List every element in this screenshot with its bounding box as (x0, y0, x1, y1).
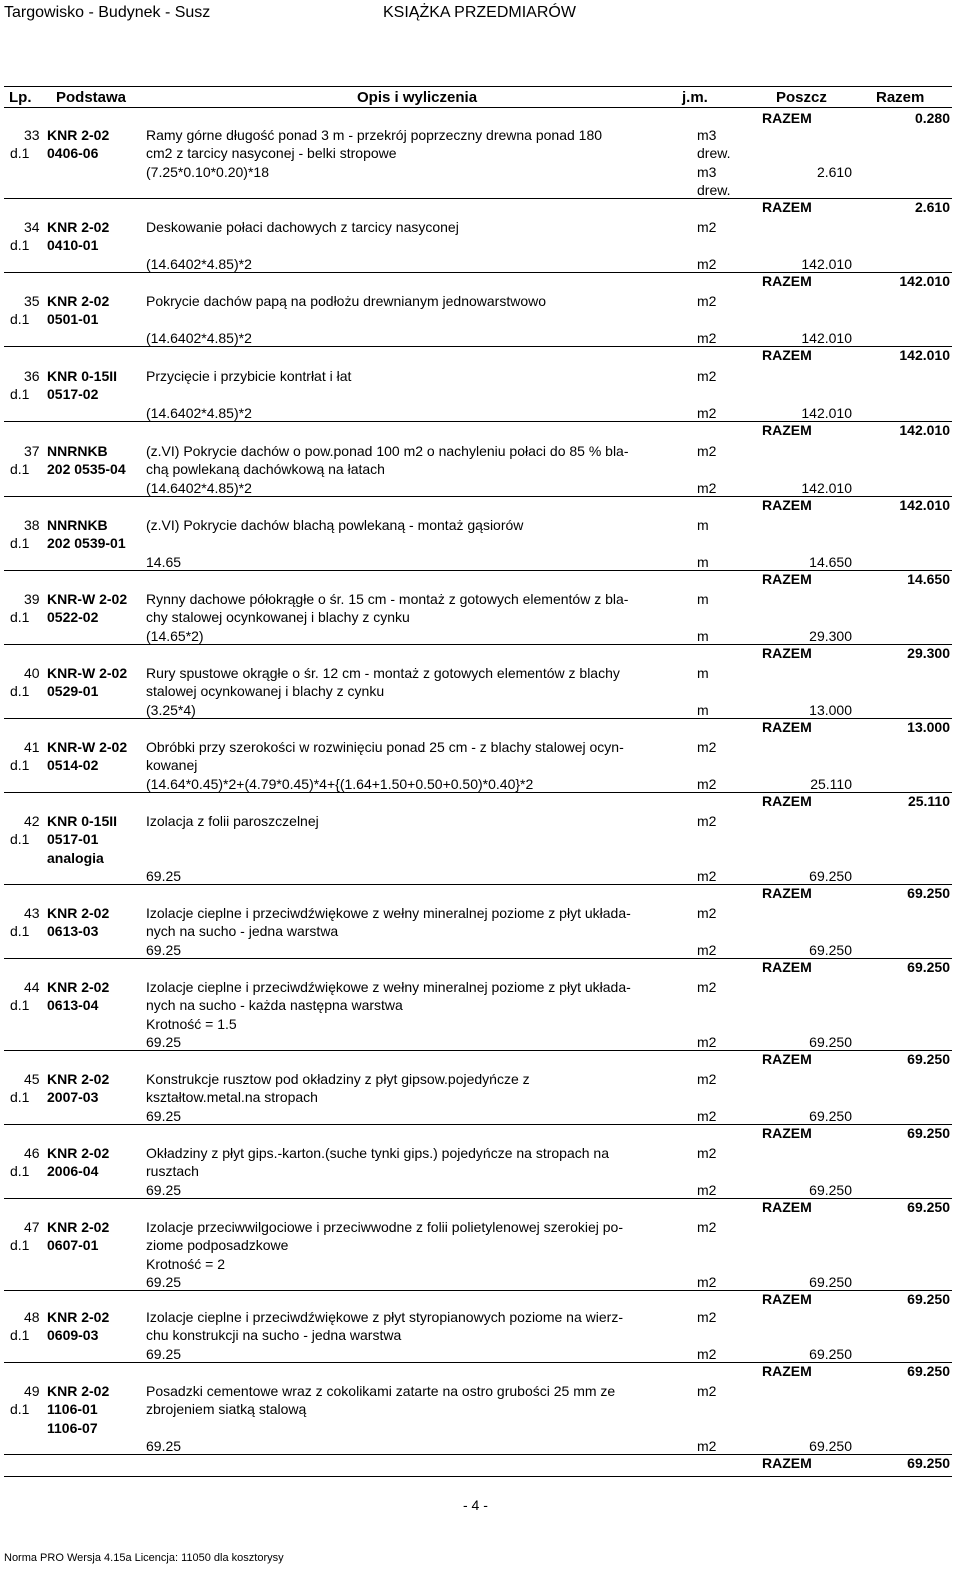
razem-label: RAZEM (762, 199, 812, 216)
item-calculation: (14.64*0.45)*2+(4.79*0.45)*4+{(1.64+1.50+0.50+0.50)*0.40}*2 (146, 775, 534, 792)
razem-value: 14.650 (907, 570, 950, 587)
item-description-line: Przycięcie i przybicie kontrłat i łat (146, 368, 352, 384)
item-podstawa: 0517-01 (47, 831, 99, 848)
item-unit: m (697, 591, 709, 607)
item-description-line: Izolacje cieplne i przeciwdźwiękowe z wełny mineralnej poziome z płyt układa- (146, 905, 631, 921)
item-lp-sub: d.1 (10, 1401, 30, 1418)
item-lp-sub: d.1 (10, 535, 30, 552)
item-lp-sub: d.1 (10, 757, 30, 774)
razem-label: RAZEM (762, 792, 812, 809)
item-podstawa: NNRNKB (47, 443, 108, 459)
item-subtotal: 13.000 (809, 701, 852, 718)
item-description-line: Krotność = 2 (146, 1255, 225, 1272)
item-lp-number: 33 (24, 127, 40, 143)
item-calculation: (14.6402*4.85)*2 (146, 329, 252, 346)
razem-label: RAZEM (762, 1455, 812, 1472)
item-calculation: 69.25 (146, 1437, 182, 1454)
item-description-line: Rury spustowe okrągłe o śr. 12 cm - montaż z gotowych elementów z blachy (146, 665, 620, 681)
item-lp-number: 46 (24, 1145, 40, 1161)
column-header-lp: Lp. (9, 89, 32, 106)
razem-value: 69.250 (907, 1124, 950, 1141)
item-calc-unit: m2 (697, 867, 717, 884)
item-podstawa: KNR 2-02 (47, 905, 110, 921)
item-rule (4, 1454, 952, 1455)
razem-value: 69.250 (907, 958, 950, 975)
item-unit: m (697, 517, 709, 533)
razem-label: RAZEM (762, 1291, 812, 1308)
item-lp-number: 47 (24, 1219, 40, 1235)
item-unit: m2 (697, 739, 717, 755)
item-podstawa: KNR 2-02 (47, 1071, 110, 1087)
item-podstawa: KNR 2-02 (47, 219, 110, 235)
item-podstawa: 202 0535-04 (47, 461, 126, 478)
item-podstawa: KNR-W 2-02 (47, 591, 128, 607)
razem-label: RAZEM (762, 1124, 812, 1141)
document-section-title: KSIĄŻKA PRZEDMIARÓW (383, 4, 576, 21)
item-rule (4, 1050, 952, 1051)
item-lp-sub: d.1 (10, 683, 30, 700)
item-podstawa: KNR-W 2-02 (47, 739, 128, 755)
razem-label: RAZEM (762, 421, 812, 438)
item-rule (4, 198, 952, 199)
item-podstawa: KNR 2-02 (47, 1145, 110, 1161)
item-unit: m2 (697, 443, 717, 459)
item-calc-unit: m2 (697, 479, 717, 496)
item-lp-sub: d.1 (10, 237, 30, 254)
item-lp-number: 41 (24, 739, 40, 755)
item-calculation: 69.25 (146, 1345, 182, 1362)
item-subtotal: 29.300 (809, 627, 852, 644)
razem-value: 69.250 (907, 1051, 950, 1068)
item-subtotal: 69.250 (809, 867, 852, 884)
item-calculation: 69.25 (146, 1181, 182, 1198)
item-calculation: (14.6402*4.85)*2 (146, 255, 252, 272)
item-podstawa: KNR 0-15II (47, 813, 118, 829)
item-description-line: Ramy górne długość ponad 3 m - przekrój poprzeczny drewna ponad 180 (146, 127, 603, 143)
item-podstawa: KNR 2-02 (47, 1309, 110, 1325)
item-unit: m2 (697, 293, 717, 309)
item-lp-sub: d.1 (10, 145, 30, 162)
item-calculation: 14.65 (146, 553, 182, 570)
item-lp-number: 48 (24, 1309, 40, 1325)
item-description-line: chą powlekaną dachówkową na łatach (146, 461, 385, 478)
item-description-line: stalowej ocynkowanej i blachy z cynku (146, 683, 385, 700)
item-lp-number: 43 (24, 905, 40, 921)
item-rule (4, 346, 952, 347)
item-podstawa: 0410-01 (47, 237, 99, 254)
item-calc-unit: m2 (697, 1273, 717, 1290)
item-description-line: kształtow.metal.na stropach (146, 1089, 318, 1106)
item-lp-number: 39 (24, 591, 40, 607)
item-calc-unit: m2 (697, 1107, 717, 1124)
razem-label: RAZEM (762, 958, 812, 975)
item-lp-sub: d.1 (10, 997, 30, 1014)
item-subtotal: 142.010 (801, 404, 852, 421)
item-podstawa: 0517-02 (47, 386, 99, 403)
item-description-line: cm2 z tarcicy nasyconej - belki stropowe (146, 145, 397, 162)
item-podstawa: 0607-01 (47, 1237, 99, 1254)
item-podstawa: KNR 2-02 (47, 979, 110, 995)
item-calculation: (14.65*2) (146, 627, 204, 644)
item-description-line: Izolacja z folii paroszczelnej (146, 813, 319, 829)
item-description-line: Posadzki cementowe wraz z cokolikami zatarte na ostro grubości 25 mm ze (146, 1383, 616, 1399)
item-podstawa: 0406-06 (47, 145, 99, 162)
razem-label: RAZEM (762, 272, 812, 289)
item-lp-sub: d.1 (10, 1237, 30, 1254)
item-podstawa: KNR 0-15II (47, 368, 118, 384)
razem-value: 13.000 (907, 718, 950, 735)
item-rule (4, 1290, 952, 1291)
item-rule (4, 1362, 952, 1363)
item-calc-unit: m (697, 701, 709, 718)
item-lp-number: 38 (24, 517, 40, 533)
item-lp-number: 45 (24, 1071, 40, 1087)
razem-value: 142.010 (899, 272, 950, 289)
item-unit: m2 (697, 1219, 717, 1235)
item-podstawa: 0514-02 (47, 757, 99, 774)
item-calc-unit: m2 (697, 775, 717, 792)
item-rule (4, 718, 952, 719)
razem-label: RAZEM (762, 1362, 812, 1379)
razem-label: RAZEM (762, 1051, 812, 1068)
item-lp-number: 40 (24, 665, 40, 681)
item-unit: m2 (697, 1383, 717, 1399)
item-calc-unit: m3 (697, 163, 717, 180)
item-calculation: 69.25 (146, 941, 182, 958)
item-podstawa: analogia (47, 849, 104, 866)
item-lp-sub: d.1 (10, 386, 30, 403)
item-description-line: rusztach (146, 1163, 199, 1180)
item-calculation: (3.25*4) (146, 701, 196, 718)
razem-value: 69.250 (907, 885, 950, 902)
item-description-line: (z.VI) Pokrycie dachów blachą powlekaną - montaż gąsiorów (146, 517, 524, 533)
item-calc-unit: m (697, 553, 709, 570)
item-unit: m2 (697, 979, 717, 995)
item-description-line: Izolacje przeciwwilgociowe i przeciwwodne z folii polietylenowej szerokiej po- (146, 1219, 623, 1235)
item-podstawa: KNR 2-02 (47, 127, 110, 143)
razem-value: 29.300 (907, 644, 950, 661)
razem-value: 69.250 (907, 1455, 950, 1472)
item-podstawa: NNRNKB (47, 517, 108, 533)
item-rule (4, 1124, 952, 1125)
item-podstawa: 0613-03 (47, 923, 99, 940)
item-subtotal: 69.250 (809, 1107, 852, 1124)
item-lp-sub: d.1 (10, 923, 30, 940)
document-title: Targowisko - Budynek - Susz (4, 4, 211, 21)
item-podstawa: 0609-03 (47, 1327, 99, 1344)
item-calculation: (14.6402*4.85)*2 (146, 404, 252, 421)
item-description-line: nych na sucho - jedna warstwa (146, 923, 339, 940)
item-description-line: (z.VI) Pokrycie dachów o pow.ponad 100 m2 o nachyleniu połaci do 85 % bla- (146, 443, 629, 459)
item-calc-unit: m2 (697, 1437, 717, 1454)
item-calc-unit: m2 (697, 1181, 717, 1198)
item-subtotal: 69.250 (809, 1437, 852, 1454)
item-podstawa: KNR 2-02 (47, 1219, 110, 1235)
razem-value: 2.610 (914, 199, 950, 216)
item-calc-unit: m2 (697, 1033, 717, 1050)
item-subtotal: 142.010 (801, 329, 852, 346)
razem-value: 69.250 (907, 1362, 950, 1379)
item-description-line: chu konstrukcji na sucho - jedna warstwa (146, 1327, 402, 1344)
item-subtotal: 25.110 (810, 775, 852, 792)
item-unit: m2 (697, 1145, 717, 1161)
item-description-line: Pokrycie dachów papą na podłożu drewnianym jednowarstwowo (146, 293, 547, 309)
item-subtotal: 69.250 (809, 1033, 852, 1050)
item-lp-sub: d.1 (10, 311, 30, 328)
item-unit: m2 (697, 1309, 717, 1325)
item-subtotal: 142.010 (801, 255, 852, 272)
item-calculation: 69.25 (146, 867, 182, 884)
item-podstawa: 0613-04 (47, 997, 99, 1014)
item-unit: m2 (697, 813, 717, 829)
item-podstawa: 1106-07 (47, 1419, 98, 1436)
item-description-line: Rynny dachowe półokrągłe o śr. 15 cm - montaż z gotowych elementów z bla- (146, 591, 629, 607)
razem-value: 142.010 (899, 346, 950, 363)
page-number: - 4 - (463, 1497, 488, 1513)
item-unit: m3 (697, 127, 717, 143)
razem-value: 142.010 (899, 421, 950, 438)
item-unit: m2 (697, 905, 717, 921)
item-podstawa: 0522-02 (47, 609, 99, 626)
column-header-opis: Opis i wyliczenia (357, 89, 478, 106)
item-description-line: Okładziny z płyt gips.-karton.(suche tynki gips.) pojedyńcze na stropach na (146, 1145, 610, 1161)
item-lp-sub: d.1 (10, 461, 30, 478)
razem-value: 142.010 (899, 496, 950, 513)
item-calculation: (14.6402*4.85)*2 (146, 479, 252, 496)
item-description-line: Deskowanie połaci dachowych z tarcicy nasyconej (146, 219, 459, 235)
item-rule (4, 570, 952, 571)
item-description-line: kowanej (146, 757, 198, 774)
license-line: Norma PRO Wersja 4.15a Licencja: 11050 dla kosztorysy (4, 1552, 284, 1564)
item-unit: m2 (697, 219, 717, 235)
item-calc-unit: m2 (697, 404, 717, 421)
item-podstawa: 1106-01 (47, 1401, 98, 1418)
item-unit: m2 (697, 368, 717, 384)
column-header-jm: j.m. (682, 89, 708, 106)
item-rule (4, 421, 952, 422)
item-lp-number: 35 (24, 293, 40, 309)
item-rule (4, 272, 952, 273)
item-subtotal: 142.010 (801, 479, 852, 496)
item-calculation: 69.25 (146, 1107, 182, 1124)
razem-label: RAZEM (762, 885, 812, 902)
column-header-poszcz: Poszcz (776, 89, 827, 106)
item-podstawa: 2007-03 (47, 1089, 99, 1106)
item-podstawa: KNR 2-02 (47, 293, 110, 309)
item-rule (4, 792, 952, 793)
item-description-line: Izolacje cieplne i przeciwdźwiękowe z płyt styropianowych poziome na wierz- (146, 1309, 623, 1325)
razem-label: RAZEM (762, 718, 812, 735)
item-lp-sub: d.1 (10, 609, 30, 626)
item-subtotal: 69.250 (809, 1181, 852, 1198)
item-calculation: (7.25*0.10*0.20)*18 (146, 163, 269, 180)
item-calculation: 69.25 (146, 1273, 182, 1290)
item-lp-sub: d.1 (10, 1089, 30, 1106)
razem-value: 25.110 (907, 792, 950, 809)
razem-label: RAZEM (762, 644, 812, 661)
item-podstawa: 202 0539-01 (47, 535, 126, 552)
item-description-line: Krotność = 1.5 (146, 1015, 237, 1032)
razem-value: 69.250 (907, 1198, 950, 1215)
item-unit: m2 (697, 1071, 717, 1087)
item-rule (4, 884, 952, 885)
item-subtotal: 2.610 (816, 163, 852, 180)
item-calc-unit: m2 (697, 1345, 717, 1362)
item-subtotal: 69.250 (809, 941, 852, 958)
razem-label: RAZEM (762, 570, 812, 587)
item-description-line: chy stalowej ocynkowanej i blachy z cynku (146, 609, 410, 626)
razem-value: 0.280 (914, 110, 950, 126)
item-description-line: zbrojeniem siatką stalową (146, 1401, 307, 1418)
item-lp-number: 49 (24, 1383, 40, 1399)
column-header-razem: Razem (876, 89, 925, 106)
item-rule (4, 958, 952, 959)
item-lp-number: 37 (24, 443, 40, 459)
item-description-line: Obróbki przy szerokości w rozwinięciu ponad 25 cm - z blachy stalowej ocyn- (146, 739, 624, 755)
item-lp-number: 42 (24, 813, 40, 829)
item-calc-unit: m2 (697, 329, 717, 346)
item-calc-unit: m2 (697, 255, 717, 272)
razem-label: RAZEM (762, 346, 812, 363)
item-subtotal: 69.250 (809, 1273, 852, 1290)
item-calc-unit: drew. (697, 181, 731, 198)
razem-value: 69.250 (907, 1291, 950, 1308)
column-header-podstawa: Podstawa (56, 89, 127, 106)
item-subtotal: 14.650 (809, 553, 852, 570)
item-lp-number: 44 (24, 979, 40, 995)
item-rule (4, 496, 952, 497)
item-calc-unit: m (697, 627, 709, 644)
item-unit: m (697, 665, 709, 681)
item-podstawa: KNR-W 2-02 (47, 665, 128, 681)
item-lp-sub: d.1 (10, 831, 30, 848)
item-rule (4, 644, 952, 645)
item-subtotal: 69.250 (809, 1345, 852, 1362)
item-podstawa: 0529-01 (47, 683, 99, 700)
item-lp-sub: d.1 (10, 1163, 30, 1180)
item-unit: drew. (697, 145, 731, 162)
item-podstawa: 0501-01 (47, 311, 99, 328)
item-lp-number: 36 (24, 368, 40, 384)
item-podstawa: KNR 2-02 (47, 1383, 110, 1399)
razem-label: RAZEM (762, 1198, 812, 1215)
item-description-line: Konstrukcje rusztow pod okładziny z płyt gipsow.pojedyńcze z (146, 1071, 530, 1087)
table-bottom-rule (4, 1476, 952, 1477)
razem-label: RAZEM (762, 496, 812, 513)
item-rule (4, 1198, 952, 1199)
item-description-line: Izolacje cieplne i przeciwdźwiękowe z wełny mineralnej poziome z płyt układa- (146, 979, 631, 995)
item-lp-sub: d.1 (10, 1327, 30, 1344)
item-description-line: nych na sucho - każda następna warstwa (146, 997, 403, 1014)
razem-label: RAZEM (762, 110, 812, 126)
item-description-line: ziome podposadzkowe (146, 1237, 289, 1254)
item-lp-number: 34 (24, 219, 40, 235)
item-podstawa: 2006-04 (47, 1163, 99, 1180)
item-calculation: 69.25 (146, 1033, 182, 1050)
item-calc-unit: m2 (697, 941, 717, 958)
